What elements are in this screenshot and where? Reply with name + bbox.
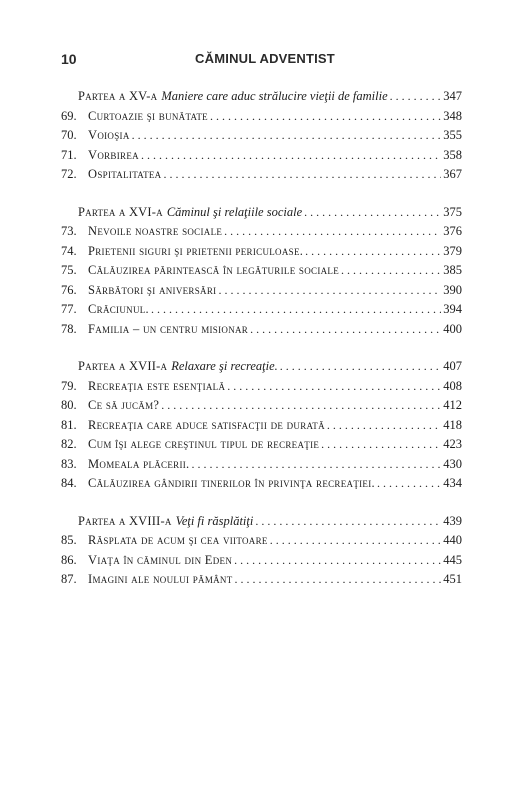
- chapter-title: Viaţa în căminul din Eden: [88, 552, 233, 567]
- chapter-title: Sărbători şi aniversări: [88, 282, 217, 297]
- chapter-number: 87.: [61, 572, 77, 586]
- page-ref: 434: [443, 476, 462, 490]
- chapter-number: 82.: [61, 437, 77, 451]
- page-ref: 358: [443, 147, 462, 162]
- chapter-number: 79.: [61, 378, 77, 393]
- toc-chapter-entry[interactable]: [61, 398, 462, 418]
- chapter-title: Călăuzirea gândirii tinerilor în privinţa recreaţiei.: [88, 476, 375, 490]
- part-title: Maniere care aduc strălucire vieţii de familie: [161, 89, 388, 103]
- page-ref: 348: [443, 108, 462, 123]
- toc-chapter-entry[interactable]: [61, 302, 462, 322]
- toc-part-entry[interactable]: [61, 514, 462, 534]
- dot-leader: [234, 553, 441, 568]
- dot-leader: [390, 89, 442, 104]
- chapter-title: Ospitalitatea: [88, 167, 162, 181]
- toc-chapter-entry[interactable]: [61, 553, 462, 573]
- toc-chapter-entry[interactable]: [61, 476, 462, 496]
- toc-chapter-entry[interactable]: [61, 437, 462, 457]
- chapter-number: 75.: [61, 263, 77, 277]
- toc-chapter-entry[interactable]: [61, 572, 462, 592]
- chapter-title: Vorbirea: [88, 147, 139, 162]
- chapter-title: Recreaţia care aduce satisfacţii de durată: [88, 417, 325, 432]
- toc-part-entry[interactable]: [61, 359, 462, 379]
- page-ref: 347: [443, 89, 462, 103]
- chapter-number: 78.: [61, 321, 77, 336]
- toc-part: [61, 514, 462, 592]
- dot-leader: [270, 533, 442, 548]
- page-ref: 412: [443, 398, 462, 412]
- page-header: [61, 51, 469, 69]
- chapter-number: 84.: [61, 476, 77, 490]
- toc-chapter-entry[interactable]: [61, 244, 462, 264]
- chapter-number: 74.: [61, 243, 77, 258]
- toc-chapter-entry[interactable]: [61, 109, 462, 129]
- chapter-number: 70.: [61, 128, 77, 142]
- chapter-number: 80.: [61, 398, 77, 412]
- toc-chapter-entry[interactable]: [61, 148, 462, 168]
- dot-leader: [191, 457, 441, 472]
- toc-part-entry[interactable]: [61, 205, 462, 225]
- running-head: CĂMINUL ADVENTIST: [195, 51, 335, 66]
- dot-leader: [141, 148, 441, 163]
- dot-leader: [304, 205, 441, 220]
- page-ref: 355: [443, 128, 462, 142]
- toc-chapter-entry[interactable]: [61, 418, 462, 438]
- dot-leader: [227, 379, 441, 394]
- toc-chapter-entry[interactable]: [61, 128, 462, 148]
- dot-leader: [377, 476, 441, 491]
- toc-part: [61, 89, 462, 187]
- page-ref: 408: [443, 378, 462, 393]
- chapter-title: Voioşia: [88, 128, 130, 142]
- chapter-title: Cum îşi alege creştinul tipul de recreaţie: [88, 437, 320, 451]
- dot-leader: [224, 224, 441, 239]
- part-label: Partea a XVI-a: [78, 204, 163, 219]
- chapter-title: Momeala plăcerii.: [88, 456, 190, 471]
- page-ref: 379: [443, 243, 462, 258]
- chapter-number: 81.: [61, 417, 77, 432]
- page-ref: 376: [443, 224, 462, 238]
- chapter-title: Răsplata de acum şi cea viitoare: [88, 533, 268, 547]
- page-ref: 430: [443, 456, 462, 471]
- chapter-number: 86.: [61, 552, 77, 567]
- dot-leader: [327, 418, 441, 433]
- page-ref: 451: [443, 572, 462, 586]
- part-title: Căminul şi relaţiile sociale: [166, 204, 303, 219]
- page-ref: 439: [443, 513, 462, 528]
- page-ref: 400: [443, 321, 462, 336]
- chapter-number: 71.: [61, 147, 77, 162]
- toc-part: [61, 359, 462, 496]
- chapter-title: Familia – un centru misionar: [88, 321, 249, 336]
- part-label: Partea a XVIII-a: [78, 513, 172, 528]
- toc-chapter-entry[interactable]: [61, 263, 462, 283]
- dot-leader: [305, 244, 441, 259]
- page-ref: 423: [443, 437, 462, 451]
- page-ref: 385: [443, 263, 462, 277]
- table-of-contents: [61, 89, 462, 610]
- chapter-number: 85.: [61, 533, 77, 547]
- chapter-number: 76.: [61, 282, 77, 297]
- toc-chapter-entry[interactable]: [61, 457, 462, 477]
- chapter-title: Ce să jucăm?: [88, 398, 160, 412]
- chapter-number: 83.: [61, 456, 77, 471]
- chapter-title: Nevoile noastre sociale: [88, 224, 223, 238]
- dot-leader: [321, 437, 441, 452]
- dot-leader: [255, 514, 441, 529]
- page-ref: 418: [443, 417, 462, 432]
- part-title: Relaxare şi recreaţie.: [171, 359, 278, 373]
- dot-leader: [218, 283, 441, 298]
- toc-chapter-entry[interactable]: [61, 224, 462, 244]
- toc-part: [61, 205, 462, 342]
- chapter-title: Călăuzirea părintească în legăturile sociale: [88, 263, 340, 277]
- page-ref: 375: [443, 204, 462, 219]
- page-ref: 394: [443, 302, 462, 316]
- page-ref: 367: [443, 167, 462, 181]
- dot-leader: [151, 302, 441, 317]
- part-label: Partea a XV-a: [78, 89, 158, 103]
- chapter-title: Recreaţia este esenţială: [88, 378, 226, 393]
- chapter-title: Curtoazie şi bunătate: [88, 108, 208, 123]
- dot-leader: [235, 572, 442, 587]
- page-ref: 445: [443, 552, 462, 567]
- part-title: Veţi fi răsplătiţi: [175, 513, 254, 528]
- toc-part-entry[interactable]: [61, 89, 462, 109]
- page-number: 10: [61, 51, 77, 67]
- dot-leader: [250, 322, 441, 337]
- part-label: Partea a XVII-a: [78, 359, 168, 373]
- chapter-title: Prietenii siguri şi prietenii periculoase.: [88, 243, 304, 258]
- chapter-number: 69.: [61, 108, 77, 123]
- dot-leader: [341, 263, 441, 278]
- dot-leader: [163, 167, 441, 182]
- dot-leader: [132, 128, 442, 143]
- page-ref: 440: [443, 533, 462, 547]
- toc-chapter-entry[interactable]: [61, 533, 462, 553]
- dot-leader: [210, 109, 441, 124]
- page-ref: 390: [443, 282, 462, 297]
- dot-leader: [280, 359, 441, 374]
- toc-chapter-entry[interactable]: [61, 322, 462, 342]
- toc-chapter-entry[interactable]: [61, 283, 462, 303]
- dot-leader: [161, 398, 441, 413]
- page-ref: 407: [443, 359, 462, 373]
- chapter-number: 73.: [61, 224, 77, 238]
- toc-chapter-entry[interactable]: [61, 167, 462, 187]
- chapter-title: Crăciunul.: [88, 302, 149, 316]
- toc-chapter-entry[interactable]: [61, 379, 462, 399]
- chapter-number: 77.: [61, 302, 77, 316]
- chapter-number: 72.: [61, 167, 77, 181]
- chapter-title: Imagini ale noului pământ: [88, 572, 233, 586]
